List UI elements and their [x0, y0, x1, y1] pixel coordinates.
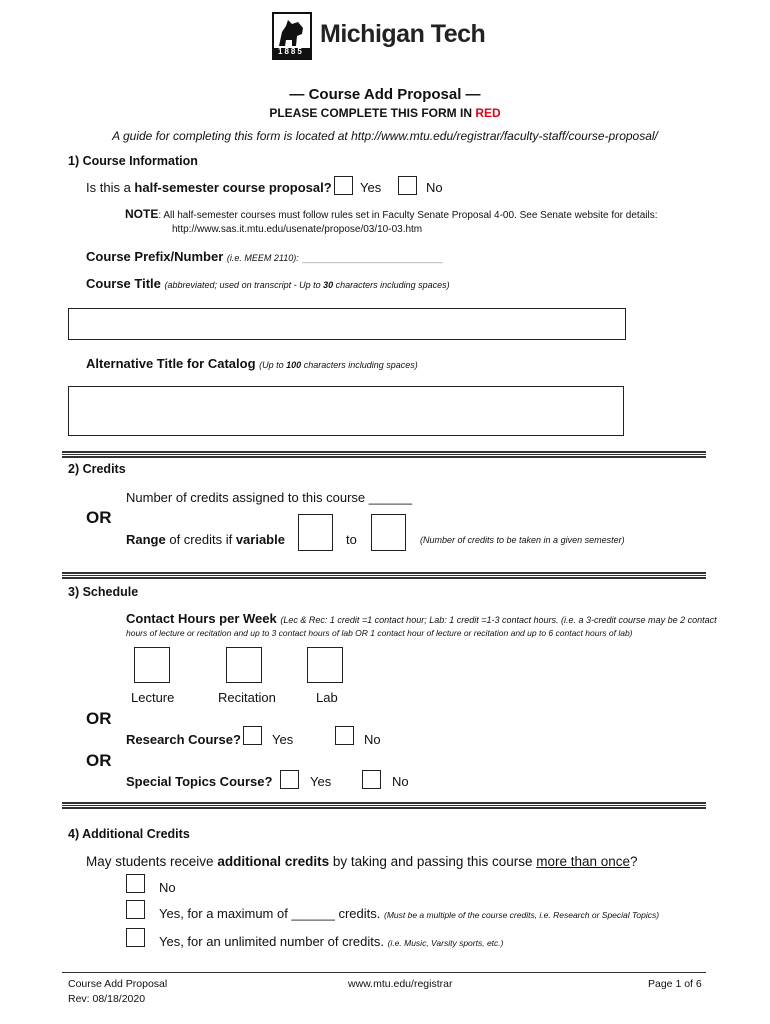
footer-rule	[62, 972, 706, 973]
contact-hint2: hours of lecture or recitation and up to 3 contact hours of lab OR 1 contact hour of lecture or recitation and up to 6 contact hours of lab)	[126, 628, 633, 638]
note	[125, 207, 657, 221]
lecture-hours-box[interactable]	[134, 647, 170, 683]
half-no-checkbox[interactable]	[398, 176, 417, 195]
half-question-bold: half-semester course proposal?	[134, 180, 332, 195]
logo	[272, 12, 502, 62]
half-semester-question	[86, 180, 332, 195]
range-text: of credits if	[165, 532, 236, 547]
contact-row	[126, 611, 717, 626]
research-yes-checkbox[interactable]	[243, 726, 262, 745]
research-no-checkbox[interactable]	[335, 726, 354, 745]
course-title-label: Course Title	[86, 276, 161, 291]
footer-center[interactable]: www.mtu.edu/registrar	[348, 978, 453, 990]
section3-heading: 3) Schedule	[68, 585, 139, 599]
research-no-label: No	[364, 732, 381, 747]
instruction-text: PLEASE COMPLETE THIS FORM IN	[269, 106, 476, 120]
section-divider	[62, 451, 706, 458]
range-variable: variable	[235, 532, 285, 547]
or-label: OR	[86, 508, 112, 527]
range-hint: (Number of credits to be taken in a given semester)	[420, 535, 625, 545]
special-yes-label: Yes	[310, 774, 332, 789]
alt-title-label: Alternative Title for Catalog	[86, 356, 256, 371]
page-title: — Course Add Proposal —	[289, 86, 481, 103]
guide-line: A guide for completing this form is located at http://www.mtu.edu/registrar/faculty-staff/course-proposal/	[112, 129, 658, 143]
range-max-box[interactable]	[371, 514, 406, 551]
special-no-label: No	[392, 774, 409, 789]
lab-label: Lab	[316, 690, 338, 705]
special-no-checkbox[interactable]	[362, 770, 381, 789]
recitation-hours-box[interactable]	[226, 647, 262, 683]
credits-text[interactable]: Number of credits assigned to this course ______	[126, 490, 413, 505]
research-label: Research Course?	[126, 732, 241, 747]
course-prefix-row	[86, 249, 443, 264]
or-label: OR	[86, 709, 112, 728]
research-yes-label: Yes	[272, 732, 294, 747]
footer-right: Page 1 of 6	[648, 978, 702, 990]
range-to: to	[346, 532, 357, 547]
half-yes-checkbox[interactable]	[334, 176, 353, 195]
section2-heading: 2) Credits	[68, 462, 126, 476]
special-topics-label: Special Topics Course?	[126, 774, 273, 789]
section1-heading: 1) Course Information	[68, 154, 198, 168]
instruction-red: RED	[475, 106, 501, 120]
additional-max-label: Yes, for a maximum of ______ credits. (Must be a multiple of the course credits, i.e. Research or Special Topics)	[159, 906, 660, 921]
prefix-blank[interactable]: ____________________________	[302, 253, 443, 263]
section-divider	[62, 572, 706, 579]
half-no-label: No	[426, 180, 443, 195]
additional-unlimited-label: Yes, for an unlimited number of credits. (i.e. Music, Varsity sports, etc.)	[159, 934, 504, 949]
additional-question: May students receive additional credits by taking and passing this course more than once?	[86, 854, 638, 869]
additional-no-checkbox[interactable]	[126, 874, 145, 893]
note-text1: : All half-semester courses must follow rules set in Faculty Senate Proposal 4-00. See Senate website for details:	[158, 210, 658, 221]
section4-heading: 4) Additional Credits	[68, 827, 190, 841]
additional-max-checkbox[interactable]	[126, 900, 145, 919]
course-title-row	[86, 276, 450, 291]
lab-hours-box[interactable]	[307, 647, 343, 683]
instruction	[0, 106, 770, 120]
prefix-label: Course Prefix/Number	[86, 249, 224, 264]
alt-title-row	[86, 356, 418, 371]
lecture-label: Lecture	[131, 690, 175, 705]
footer-left2: Rev: 08/18/2020	[68, 993, 146, 1005]
course-title-input[interactable]	[68, 308, 626, 340]
alt-title-hint: (Up to 100 characters including spaces)	[259, 360, 418, 370]
range-min-box[interactable]	[298, 514, 333, 551]
special-yes-checkbox[interactable]	[280, 770, 299, 789]
range-row	[126, 532, 285, 547]
logo-text: Michigan Tech	[320, 20, 486, 48]
alt-title-input[interactable]	[68, 386, 624, 436]
course-title-hint: (abbreviated; used on transcript - Up to 30 characters including spaces)	[164, 280, 450, 290]
prefix-hint: (i.e. MEEM 2110):	[226, 253, 299, 263]
note-label: NOTE	[125, 207, 159, 221]
contact-label: Contact Hours per Week	[126, 611, 277, 626]
contact-hint1: (Lec & Rec: 1 credit =1 contact hour; Lab: 1 credit =1-3 contact hours. (i.e. a 3-credit course may be 2 contact	[280, 615, 717, 625]
section-divider	[62, 802, 706, 809]
additional-unlimited-checkbox[interactable]	[126, 928, 145, 947]
half-yes-label: Yes	[360, 180, 382, 195]
note-link: http://www.sas.it.mtu.edu/usenate/propose/03/10-03.htm	[172, 224, 423, 235]
half-question-pre: Is this a	[86, 180, 135, 195]
range-bold: Range	[126, 532, 166, 547]
or-label: OR	[86, 751, 112, 770]
recitation-label: Recitation	[218, 690, 276, 705]
logo-year: 1885	[278, 47, 304, 56]
footer-left1: Course Add Proposal	[68, 978, 168, 990]
additional-no-label: No	[159, 880, 176, 895]
